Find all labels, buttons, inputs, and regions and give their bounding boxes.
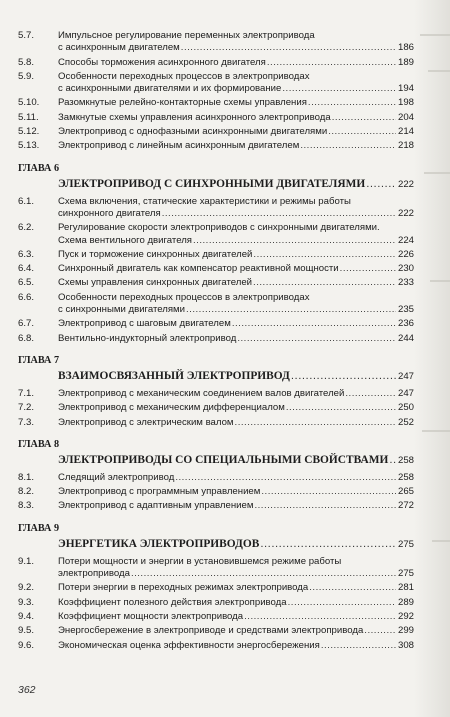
chapter-title-line [58,537,414,552]
entry-title: Схемы управления синхронных двигателей [58,277,253,289]
leader-dots [253,277,396,289]
leader-dots [181,42,396,54]
entry-line [58,556,414,568]
entry-number: 5.7. [18,30,35,41]
entry-page-number: 308 [397,639,414,651]
chapter-title-line [58,177,414,192]
toc-entry [18,597,414,609]
chapter-title: ЭНЕРГЕТИКА ЭЛЕКТРОПРИВОДОВ [58,537,260,550]
toc-entry [18,402,414,414]
entry-page-number: 250 [397,402,414,414]
entry-page-number: 289 [397,596,414,608]
entry-body [58,97,414,109]
leader-dots [162,208,396,220]
leader-dots [244,611,396,623]
leader-dots [328,126,396,138]
entry-number: 5.12. [18,126,40,138]
entry-number: 6.6. [18,291,35,303]
entry-line [58,126,414,138]
entry-body [58,472,414,484]
leader-dots [345,388,396,400]
entry-page-number: 247 [397,387,414,399]
bleed-line [422,430,450,432]
entry-number: 8.1. [18,471,35,483]
entry-line [58,472,414,484]
entry-title: Следящий электропривод [58,471,175,483]
entry-body [58,611,414,623]
leader-dots [282,83,396,95]
toc-entry [18,263,414,275]
entry-line [58,388,414,400]
entry-title: Замкнутые схемы управления асинхронного электропривода [58,111,331,123]
entry-number: 6.5. [18,277,35,289]
leader-dots [193,235,396,247]
entry-number: 9.1. [18,555,35,567]
toc-entry [18,292,414,317]
entry-page-number: 281 [397,582,414,594]
toc-entry [18,500,414,512]
chapter-label: ГЛАВА 7 [18,354,60,366]
entry-page-number: 236 [397,318,414,330]
toc-entry [18,388,414,400]
chapter-page-number: 258 [397,454,414,466]
bleed-line [428,70,450,72]
leader-dots [340,263,396,275]
entry-line [58,263,414,275]
toc-entry [18,333,414,345]
entry-number: 7.2. [18,402,35,414]
entry-title: с асинхронным двигателем [58,42,180,54]
entry-body [58,640,414,652]
entry-body [58,126,414,138]
entry-line [58,597,414,609]
entry-page-number: 222 [397,207,414,219]
entry-body [58,597,414,609]
toc-entry [18,582,414,594]
entry-body [58,333,414,345]
chapter-title: ЭЛЕКТРОПРИВОД С СИНХРОННЫМИ ДВИГАТЕЛЯМИ [58,177,366,190]
entry-line [58,208,414,220]
entry-body [58,196,414,221]
entry-title: Импульсное регулирование переменных электропривода [58,30,315,41]
chapter-title: ВЗАИМОСВЯЗАННЫЙ ЭЛЕКТРОПРИВОД [58,369,290,382]
entry-title: Электропривод с адаптивным управлением [58,500,254,512]
entry-number: 7.1. [18,387,35,399]
entry-line [58,196,414,208]
entry-title: Особенности переходных процессов в электроприводах [58,291,310,303]
entry-body [58,112,414,124]
entry-title: Экономическая оценка эффективности энергосбережения [58,639,320,651]
entry-title: Электропривод с линейным асинхронным двигателем [58,140,300,152]
entry-body [58,417,414,429]
leader-dots [288,597,396,609]
entry-number: 8.3. [18,500,35,512]
leader-dots [364,625,396,637]
leader-dots [186,304,396,316]
entry-line [58,222,414,234]
entry-body [58,625,414,637]
toc-entry [18,222,414,247]
entry-page-number: 204 [397,111,414,123]
entry-line [58,97,414,109]
entry-title: Электропривод с однофазными асинхронными двигателями [58,126,328,138]
entry-title: Схема включения, статические характеристики и режимы работы [58,195,351,207]
entry-line [58,277,414,289]
entry-body [58,292,414,317]
entry-title: Электропривод с шаговым двигателем [58,318,231,330]
entry-line [58,30,414,42]
entry-page-number: 233 [397,277,414,289]
leader-dots [366,177,396,191]
chapter-title-line [58,453,414,468]
entry-line [58,304,414,316]
entry-body [58,30,414,55]
entry-line [58,71,414,83]
entry-body [58,277,414,289]
entry-number: 6.3. [18,248,35,260]
entry-line [58,402,414,414]
entry-title: Потери мощности и энергии в установившемся режиме работы [58,555,342,567]
entry-number: 9.6. [18,639,35,651]
entry-title: Особенности переходных процессов в электроприводах [58,70,310,82]
toc-entry [18,472,414,484]
toc-entry [18,30,414,55]
entry-page-number: 186 [397,42,414,54]
entry-body [58,249,414,261]
entry-line [58,333,414,345]
entry-number: 6.1. [18,195,35,207]
entry-title: Синхронный двигатель как компенсатор реактивной мощности [58,263,339,275]
entry-number: 6.7. [18,318,35,330]
entry-title: Коэффициент полезного действия электропривода [58,596,287,608]
leader-dots [286,402,396,414]
entry-body [58,140,414,152]
entry-line [58,640,414,652]
leader-dots [300,140,396,152]
entry-title: Потери энергии в переходных режимах электропривода [58,582,309,594]
entry-line [58,292,414,304]
entry-body [58,263,414,275]
entry-page-number: 226 [397,248,414,260]
chapter-title-line [58,369,414,384]
entry-body [58,402,414,414]
entry-number: 5.8. [18,56,35,68]
entry-title: Электропривод с механическим соединением валов двигателей [58,387,345,399]
table-of-contents [18,30,414,654]
entry-page-number: 198 [397,97,414,109]
toc-entry [18,556,414,581]
facing-page-bleed [414,0,450,717]
leader-dots [308,97,396,109]
toc-entry [18,97,414,109]
entry-line [58,500,414,512]
toc-entry [18,57,414,69]
entry-line [58,417,414,429]
leader-dots [254,500,396,512]
leader-dots [332,112,396,124]
entry-page-number: 214 [397,126,414,138]
entry-line [58,486,414,498]
entry-page-number: 230 [397,263,414,275]
entry-line [58,140,414,152]
chapter-title: ЭЛЕКТРОПРИВОДЫ СО СПЕЦИАЛЬНЫМИ СВОЙСТВАМИ [58,453,389,466]
leader-dots [321,640,396,652]
entry-title: с синхронными двигателями [58,304,186,316]
entry-title: Электропривод с механическим дифференциалом [58,402,285,414]
entry-number: 5.11. [18,111,39,123]
entry-line [58,318,414,330]
entry-line [58,568,414,580]
toc-entry [18,71,414,96]
leader-dots [389,453,396,467]
chapter-label: ГЛАВА 8 [18,438,60,450]
entry-page-number: 265 [397,486,414,498]
toc-entry [18,486,414,498]
toc-entry [18,611,414,623]
entry-line [58,235,414,247]
entry-title: Коэффициент мощности электропривода [58,610,244,622]
chapter-page-number: 275 [397,538,414,550]
toc-entry [18,318,414,330]
chapter-label: ГЛАВА 6 [18,162,60,174]
entry-line [58,249,414,261]
leader-dots [253,249,396,261]
bleed-line [432,540,450,542]
entry-line [58,625,414,637]
entry-line [58,42,414,54]
entry-number: 9.3. [18,596,35,608]
toc-entry [18,112,414,124]
entry-title: Схема вентильного двигателя [58,234,193,246]
entry-number: 6.4. [18,263,35,275]
entry-page-number: 194 [397,83,414,95]
entry-title: Электропривод с программным управлением [58,486,261,498]
leader-dots [261,486,396,498]
leader-dots [131,568,396,580]
entry-title: Пуск и торможение синхронных двигателей [58,248,253,260]
toc-entry [18,640,414,652]
toc-entry [18,140,414,152]
entry-page-number: 258 [397,471,414,483]
entry-body [58,582,414,594]
toc-entry [18,126,414,138]
entry-number: 9.4. [18,610,35,622]
entry-number: 7.3. [18,416,35,428]
entry-title: Регулирование скорости электроприводов с синхронными двигателями. [58,222,380,234]
entry-page-number: 292 [397,610,414,622]
leader-dots [237,333,396,345]
leader-dots [260,537,396,551]
entry-title: Разомкнутые релейно-контакторные схемы управления [58,97,307,109]
entry-page-number: 244 [397,332,414,344]
entry-title: Вентильно-индукторный электропривод [58,332,237,344]
entry-number: 8.2. [18,486,35,498]
leader-dots [309,582,396,594]
entry-line [58,611,414,623]
entry-title: Электропривод с электрическим валом [58,416,234,428]
entry-body [58,388,414,400]
entry-page-number: 272 [397,500,414,512]
entry-page-number: 218 [397,140,414,152]
chapter-label: ГЛАВА 9 [18,522,60,534]
toc-entry [18,196,414,221]
leader-dots [232,318,396,330]
entry-title: с асинхронными двигателями и их формирование [58,83,282,95]
entry-number: 5.9. [18,70,35,82]
chapter-page-number: 247 [397,370,414,382]
entry-page-number: 189 [397,56,414,68]
entry-title: синхронного двигателя [58,207,161,219]
entry-line [58,582,414,594]
entry-body [58,486,414,498]
entry-title: Энергосбережение в электроприводе и средствами электропривода [58,625,364,637]
entry-body [58,57,414,69]
entry-number: 5.13. [18,140,40,152]
bleed-line [430,280,450,282]
chapter-page-number: 222 [397,178,414,190]
toc-entry [18,249,414,261]
leader-dots [267,57,396,69]
bleed-line [424,172,450,174]
leader-dots [175,472,396,484]
toc-entry [18,625,414,637]
entry-number: 5.10. [18,97,40,109]
entry-page-number: 299 [397,625,414,637]
leader-dots [291,369,396,383]
entry-title: Способы торможения асинхронного двигателя [58,56,266,68]
entry-number: 9.2. [18,582,35,594]
toc-entry [18,417,414,429]
bleed-line [420,34,450,36]
entry-body [58,500,414,512]
entry-number: 9.5. [18,625,35,637]
entry-body [58,222,414,247]
entry-line [58,83,414,95]
toc-entry [18,277,414,289]
entry-body [58,318,414,330]
page-number: 362 [18,684,36,696]
entry-page-number: 252 [397,416,414,428]
entry-number: 6.8. [18,332,35,344]
entry-body [58,556,414,581]
entry-line [58,57,414,69]
entry-body [58,71,414,96]
entry-page-number: 235 [397,304,414,316]
leader-dots [235,417,396,429]
entry-line [58,112,414,124]
entry-page-number: 275 [397,568,414,580]
entry-number: 6.2. [18,222,35,234]
entry-title: электропривода [58,568,130,580]
entry-page-number: 224 [397,234,414,246]
